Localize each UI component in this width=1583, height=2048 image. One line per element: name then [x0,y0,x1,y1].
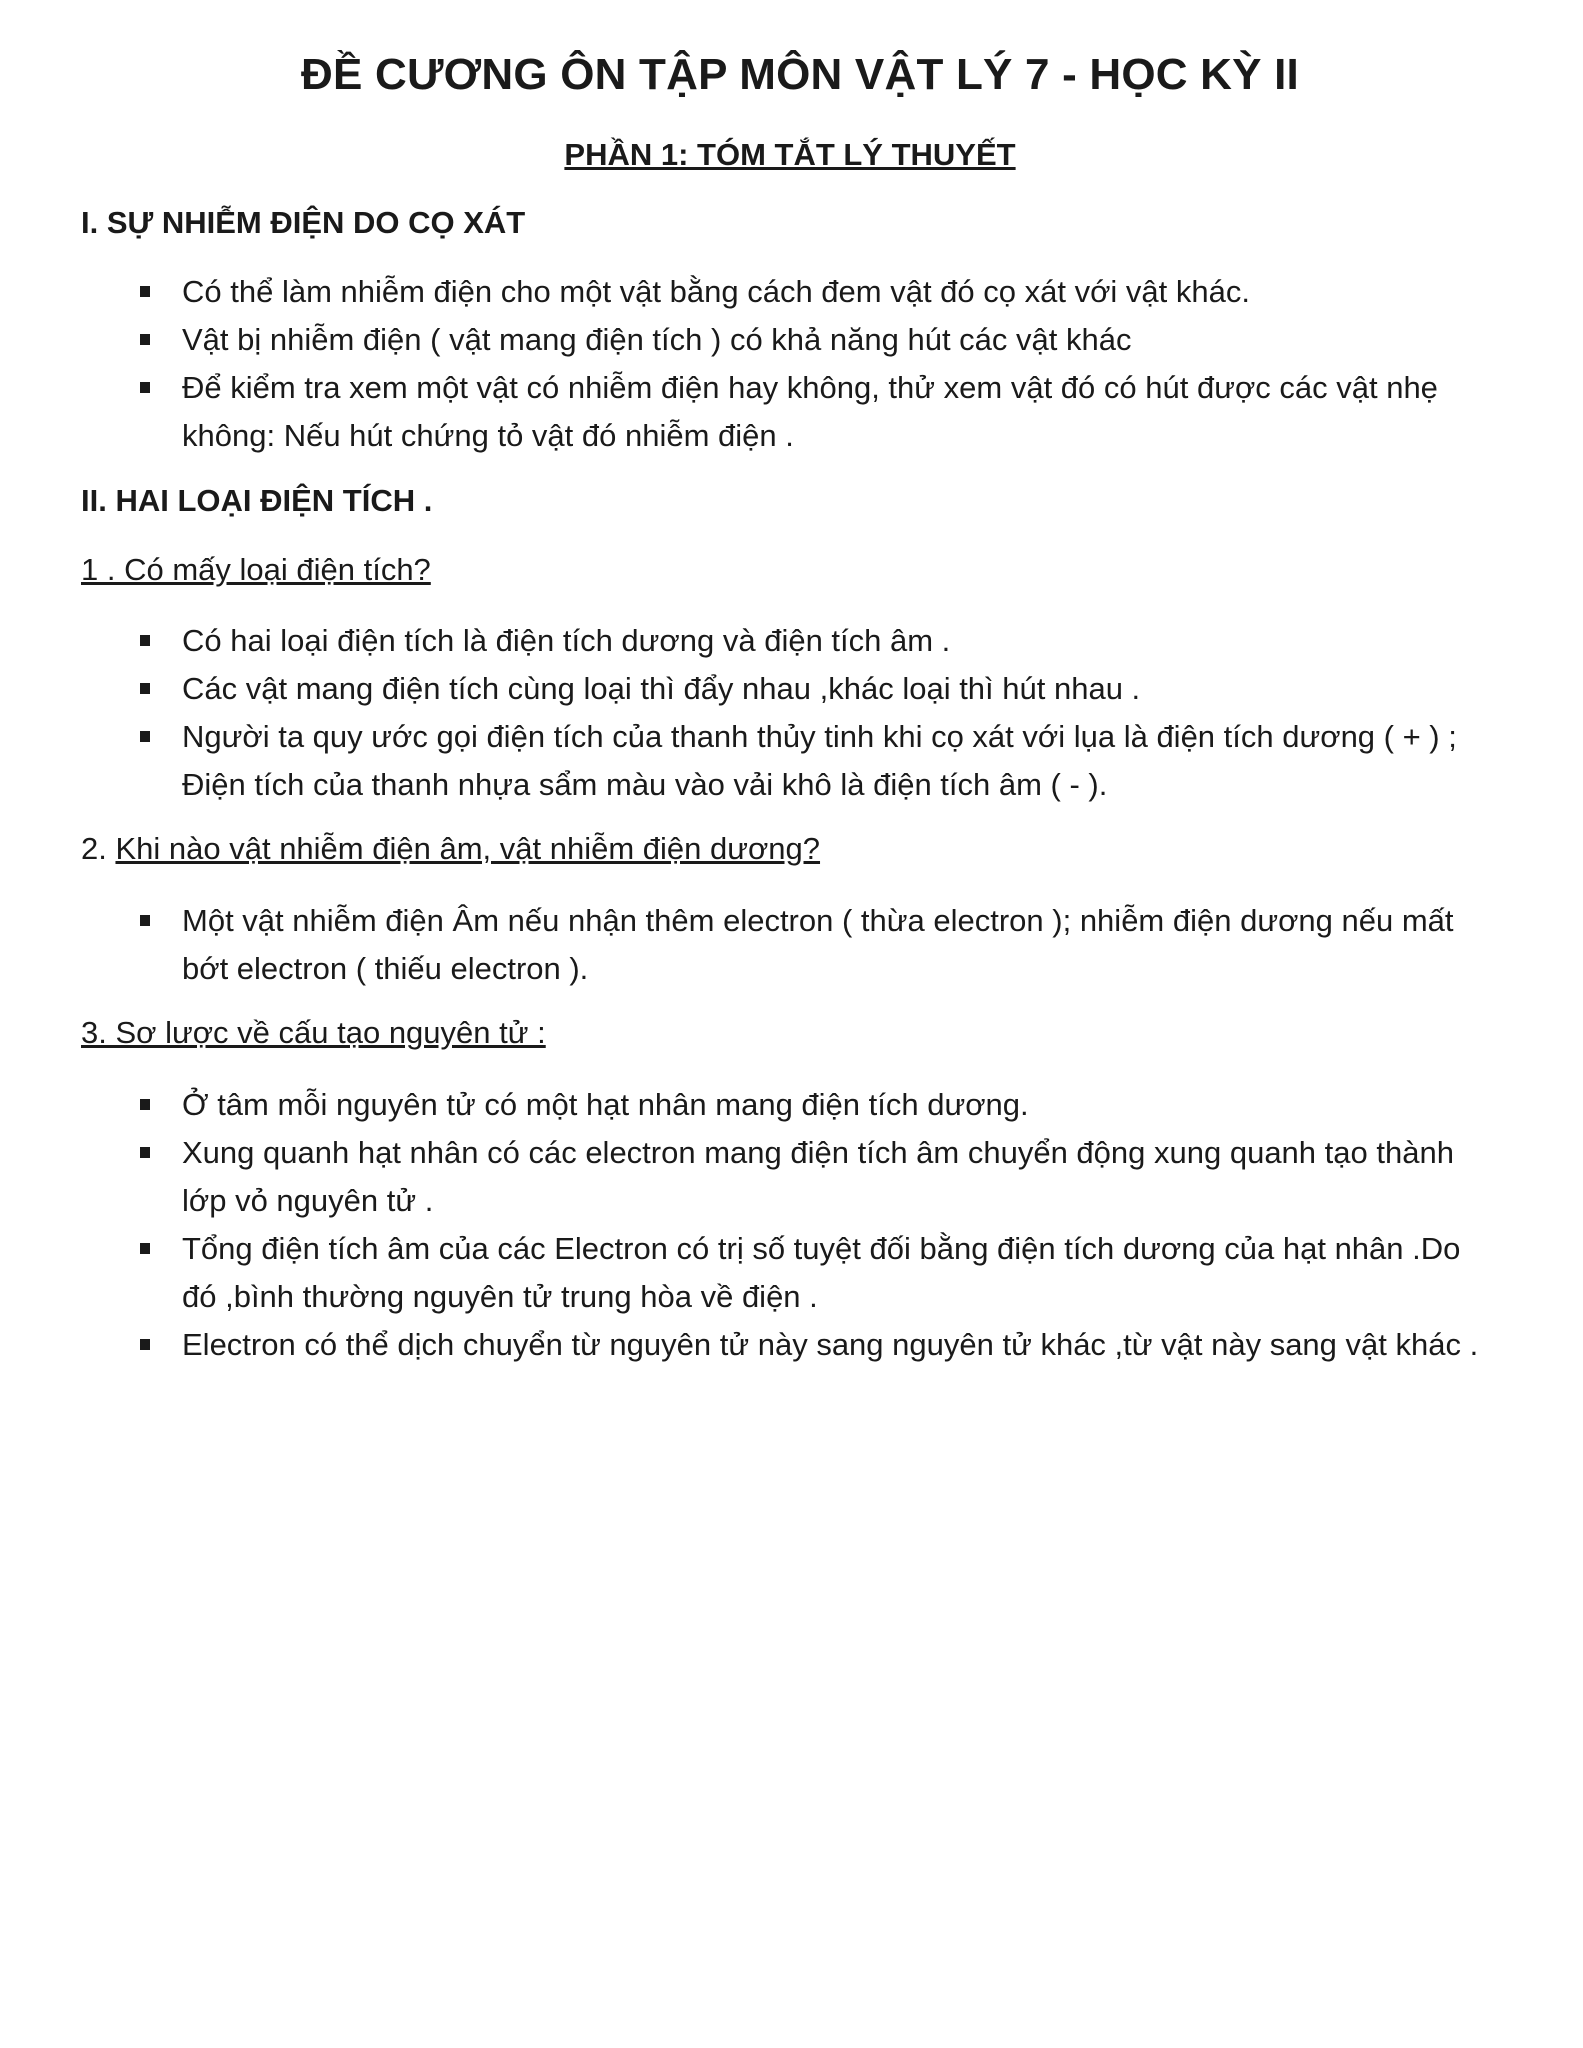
list-item-text: Các vật mang điện tích cùng loại thì đẩy nhau ,khác loại thì hút nhau . [182,671,1141,706]
list-item-text: Để kiểm tra xem một vật có nhiễm điện hay không, thử xem vật đó có hút được các vật nhẹ không: Nếu hút chứng tỏ vật đó nhiễm điện . [182,370,1438,453]
list-item-text: Xung quanh hạt nhân có các electron mang điện tích âm chuyển động xung quanh tạo thành lớp vỏ nguyên tử . [182,1135,1454,1218]
square-bullet-icon [140,286,150,297]
list-item-text: Tổng điện tích âm của các Electron có trị số tuyệt đối bằng điện tích dương của hạt nhân .Do đó ,bình thường nguyên tử trung hòa về điện . [182,1231,1461,1314]
subsection-1-list [0,617,1583,809]
square-bullet-icon [140,382,150,393]
list-item-text: Vật bị nhiễm điện ( vật mang điện tích ) có khả năng hút các vật khác [182,322,1132,357]
square-bullet-icon [140,635,150,646]
section-1-list [0,268,1583,460]
list-item [0,713,1583,809]
subsection-2-number: 2. [81,831,116,866]
square-bullet-icon [140,334,150,345]
square-bullet-icon [140,683,150,694]
list-item-text: Có hai loại điện tích là điện tích dương và điện tích âm . [182,623,951,658]
subsection-2-list [0,897,1583,993]
list-item [0,1321,1583,1369]
square-bullet-icon [140,1147,150,1158]
subsection-3-heading: 3. Sơ lược về cấu tạo nguyên tử : [81,1015,546,1050]
square-bullet-icon [140,731,150,742]
list-item-text: Electron có thể dịch chuyển từ nguyên tử này sang nguyên tử khác ,từ vật này sang vật khác . [182,1327,1479,1362]
list-item [0,316,1583,364]
list-item-text: Ở tâm mỗi nguyên tử có một hạt nhân mang điện tích dương. [182,1087,1029,1122]
list-item [0,1081,1583,1129]
section-1-heading: I. SỰ NHIỄM ĐIỆN DO CỌ XÁT [81,205,526,240]
list-item [0,364,1583,460]
part-title: PHẦN 1: TÓM TẮT LÝ THUYẾT [564,137,1016,172]
subsection-2-heading [81,831,820,867]
document-title: ĐỀ CƯƠNG ÔN TẬP MÔN VẬT LÝ 7 - HỌC KỲ II [301,50,1299,99]
list-item-text: Có thể làm nhiễm điện cho một vật bằng cách đem vật đó cọ xát với vật khác. [182,274,1250,309]
list-item [0,665,1583,713]
subsection-1-heading: 1 . Có mấy loại điện tích? [81,552,431,587]
list-item [0,268,1583,316]
subsection-3-list [0,1081,1583,1369]
list-item [0,1129,1583,1225]
list-item [0,897,1583,993]
subsection-2-title: Khi nào vật nhiễm điện âm, vật nhiễm điện dương? [115,831,821,866]
square-bullet-icon [140,915,150,926]
list-item [0,617,1583,665]
list-item-text: Một vật nhiễm điện Âm nếu nhận thêm electron ( thừa electron ); nhiễm điện dương nếu mất bớt electron ( thiếu electron ). [182,903,1454,986]
list-item-text: Người ta quy ước gọi điện tích của thanh thủy tinh khi cọ xát với lụa là điện tích dương ( + ) ; Điện tích của thanh nhựa sẩm màu vào vải khô là điện tích âm ( - ). [182,719,1457,802]
square-bullet-icon [140,1099,150,1110]
square-bullet-icon [140,1339,150,1350]
list-item [0,1225,1583,1321]
section-2-heading: II. HAI LOẠI ĐIỆN TÍCH . [81,483,433,518]
square-bullet-icon [140,1243,150,1254]
